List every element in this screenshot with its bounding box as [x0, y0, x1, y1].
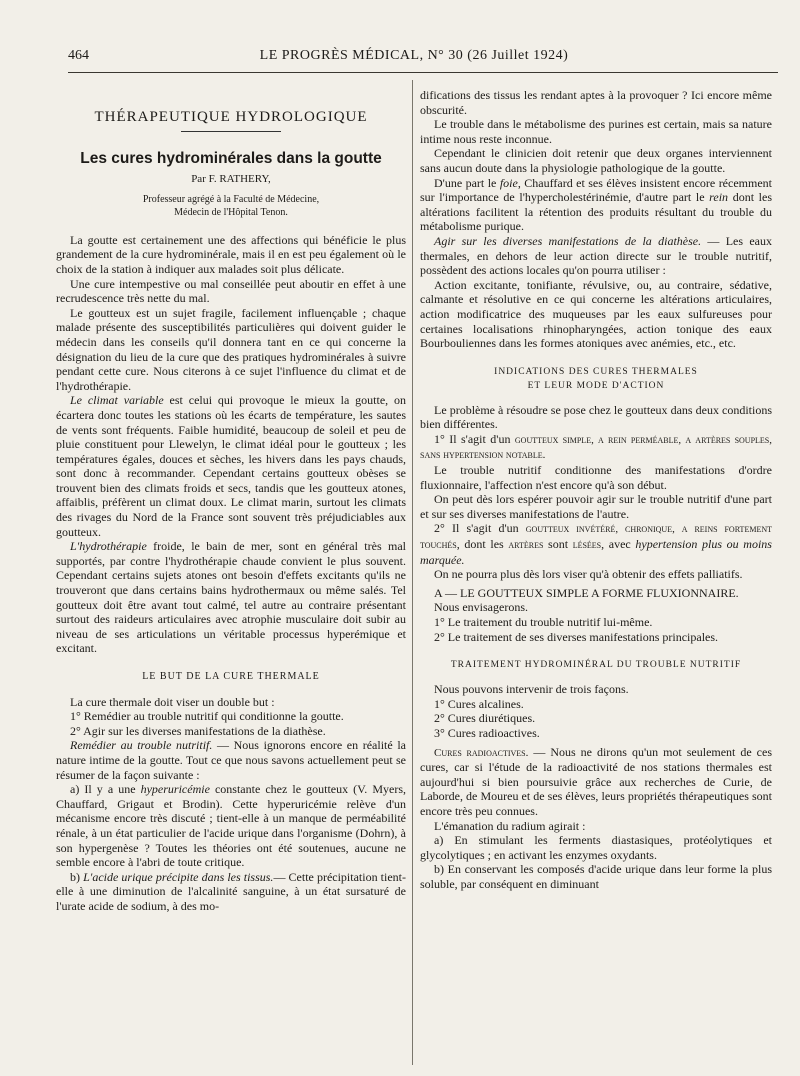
paragraph: 3° Cures radioactives.	[434, 725, 540, 740]
paragraph: La cure thermale doit viser un double but :	[70, 694, 275, 709]
right-column	[420, 88, 772, 1066]
paragraph: La goutte est certainement une des affections qui bénéficie le plus grandement de la cure hydrominérale, mais il en est peu également où le choix de la station à indiquer aux malades soit plus délicate.	[56, 232, 406, 276]
subheading: LE BUT DE LA CURE THERMALE	[142, 671, 320, 682]
section-rule	[181, 131, 281, 132]
paragraph: Le trouble dans le métabolisme des purines est certain, mais sa nature intime nous reste inconnue.	[420, 117, 772, 146]
paragraph: On ne pourra plus dès lors viser qu'à obtenir des effets palliatifs.	[434, 567, 743, 582]
paragraph: Agir sur les diverses manifestations de la diathèse. — Les eaux thermales, en dehors de leur action directe sur le trouble nutritif, possèdent des actions locales qu'on pourra utiliser :	[420, 233, 772, 278]
paragraph: On peut dès lors espérer pouvoir agir sur le trouble nutritif d'une part et sur ses diverses manifestations de l'autre.	[420, 492, 772, 521]
paragraph: 2° Le traitement de ses diverses manifestations principales.	[434, 629, 719, 644]
page-number: 464	[68, 48, 89, 63]
italic-lead: Agir sur les diverses manifestations de la diathèse.	[434, 233, 702, 248]
article-title: Les cures hydrominérales dans la goutte	[80, 149, 382, 167]
paragraph: 1° Remédier au trouble nutritif qui conditionne la goutte.	[70, 709, 344, 724]
paragraph: Une cure intempestive ou mal conseillée peut aboutir en effet à une recrudescence très nette du mal.	[56, 276, 406, 306]
paragraph: 1° Cures alcalines.	[434, 696, 524, 711]
subheading: INDICATIONS DES CURES THERMALES ET LEUR MODE D'ACTION	[494, 366, 698, 391]
paragraph: b) L'acide urique précipite dans les tissus.— Cette précipitation tient-elle à une diminution de l'alcalinité sanguine, à un état sursaturé de l'urate acide de sodium, à des mo-	[56, 869, 406, 913]
paragraph: Remédier au trouble nutritif. — Nous ignorons encore en réalité la nature intime de la goutte. Tout ce que nous savons actuellement peut se résumer de la façon suivante :	[56, 738, 406, 782]
byline: Par F. RATHERY,	[191, 173, 271, 186]
paragraph: 2° Il s'agit d'un goutteux invétéré, chronique, a reins fortement touchés, dont les artères sont lésées, avec hypertension plus ou moins marquée.	[420, 521, 772, 567]
paragraph: difications des tissus les rendant aptes à la provoquer ? Ici encore même obscurité.	[420, 88, 772, 117]
paragraph: a) En stimulant les ferments diastasiques, protéolytiques et glycolytiques ; en activant les enzymes oxydants.	[420, 833, 772, 862]
column-divider	[412, 80, 413, 1065]
paragraph: Nous pouvons intervenir de trois façons.	[434, 682, 629, 697]
paragraph: Le goutteux est un sujet fragile, facilement influençable ; chaque malade présente des susceptibilités particulières qui doivent guider le médecin dans les conseils qu'il donnera tant en ce qui concerne la désignation du lieu de la cure que des pratiques hydrominérales à suivre pendant cette cure. Nous citerons à ce sujet l'influence du climat et de l'hydrothérapie.	[56, 305, 406, 393]
paragraph: Cependant le clinicien doit retenir que deux organes interviennent sans aucun doute dans la physiologie pathologique de la goutte.	[420, 146, 772, 175]
author-affiliation-2: Médecin de l'Hôpital Tenon.	[174, 206, 288, 218]
running-title: LE PROGRÈS MÉDICAL, N° 30 (26 Juillet 1924)	[259, 48, 569, 63]
author-affiliation-1: Professeur agrégé à la Faculté de Médecine,	[142, 193, 320, 205]
paragraph: D'une part le foie, Chauffard et ses élèves insistent encore récemment sur l'importance de l'hypercholestérinémie, d'autre part le rein dont les altérations facilitent la rétention des produits résultant du trouble du métabolisme purique.	[420, 175, 772, 234]
paragraph: 1° Il s'agit d'un goutteux simple, a rein perméable, a artères souples, sans hypertension notable.	[420, 431, 772, 462]
section-title: THÉRAPEUTIQUE HYDROLOGIQUE	[94, 109, 368, 125]
paragraph: Nous envisagerons.	[434, 600, 528, 615]
paragraph: 1° Le traitement du trouble nutritif lui-même.	[434, 615, 653, 629]
header-rule	[68, 72, 778, 73]
paragraph: Cures radioactives. — Nous ne dirons qu'un mot seulement de ces cures, car si l'étude de la radioactivité de nos stations thermales est aujourd'hui si bien poursuivie grâce aux recherches de Curie, de Laborde, de Moureu et de ses élèves, leurs propriétés thérapeutiques sont encore très peu connues.	[420, 744, 772, 818]
paragraph: a) Il y a une hyperuricémie constante chez le goutteux (V. Myers, Chauffard, Grigaut et Brodin). Cette hyperuricémie relève d'un mécanisme encore très discuté ; tient-elle à un manque de perméabilité rénale, à un état particulier de l'acide urique dans l'organisme (Dohrn), à son hypergenèse ? Toutes les théories ont été soutenues, aucune ne semble encore à l'abri de toute critique.	[56, 782, 406, 870]
paragraph: L'émanation du radium agirait :	[434, 818, 586, 833]
paragraph: L'hydrothérapie froide, le bain de mer, sont en général très mal supportés, par contre l'hydrothérapie chaude convient le plus souvent. Cependant certains sujets atones ont besoin d'effets excitants qu'ils ne trouveront que dans certains bains hydrothermaux ou même salés. Tel goutteux doit être avant tout calmé, tel autre au contraire présentant surtout des raideurs articulaires avec atrophie musculaire doit subir au niveau de ses articulations un véritable processus hyperémique et excitant.	[56, 539, 406, 656]
paragraph: Le trouble nutritif conditionne des manifestations d'ordre fluxionnaire, l'affection n'est encore qu'à son début.	[420, 463, 772, 492]
paragraph: b) En conservant les composés d'acide urique dans leur forme la plus soluble, par conséquent en diminuant	[420, 862, 772, 891]
paragraph: 2° Cures diurétiques.	[434, 711, 536, 726]
left-column	[56, 88, 406, 1066]
paragraph: A — LE GOUTTEUX SIMPLE A FORME FLUXIONNAIRE.	[434, 585, 739, 600]
paragraph: Le problème à résoudre se pose chez le goutteux dans deux conditions bien différentes.	[420, 402, 772, 432]
paragraph: Action excitante, tonifiante, révulsive, ou, au contraire, sédative, calmante et résolutive en ce qui concerne les altérations articulaires, action modificatrice des muqueuses par les eaux sulfureuses pour certaines localisations rhinopharyngées, action tonique des eaux Bourbouliennes dans les formes atoniques avec anémies, etc., etc.	[420, 277, 772, 351]
subheading: TRAITEMENT HYDROMINÉRAL DU TROUBLE NUTRITIF	[450, 660, 742, 671]
paragraph: 2° Agir sur les diverses manifestations de la diathèse.	[70, 723, 326, 738]
italic-lead: Le climat variable	[70, 393, 164, 408]
italic-lead: L'hydrothérapie	[70, 539, 147, 554]
running-header	[68, 48, 760, 68]
italic-lead: Remédier au trouble nutritif.	[70, 738, 213, 753]
paragraph: Le climat variable est celui qui provoque le mieux la goutte, on écartera donc toutes les stations où les écarts de température, les sautes de vents sont fréquents. Faible humidité, beaucoup de soleil et peu de pluie constituent pour Llewelyn, le climat idéal pour le goutteux ; les températures égales, douces et sèches, les hivers dans les pays chauds, sont donc à recommander. Cependant certains goutteux obèses se trouvent bien des climats froids et secs, tandis que les goutteux atones, affaiblis, préfèrent un climat doux. Le climat marin, surtout les climats des rivages du Nord de la France sont souvent très préjudiciables aux goutteux.	[56, 393, 406, 539]
